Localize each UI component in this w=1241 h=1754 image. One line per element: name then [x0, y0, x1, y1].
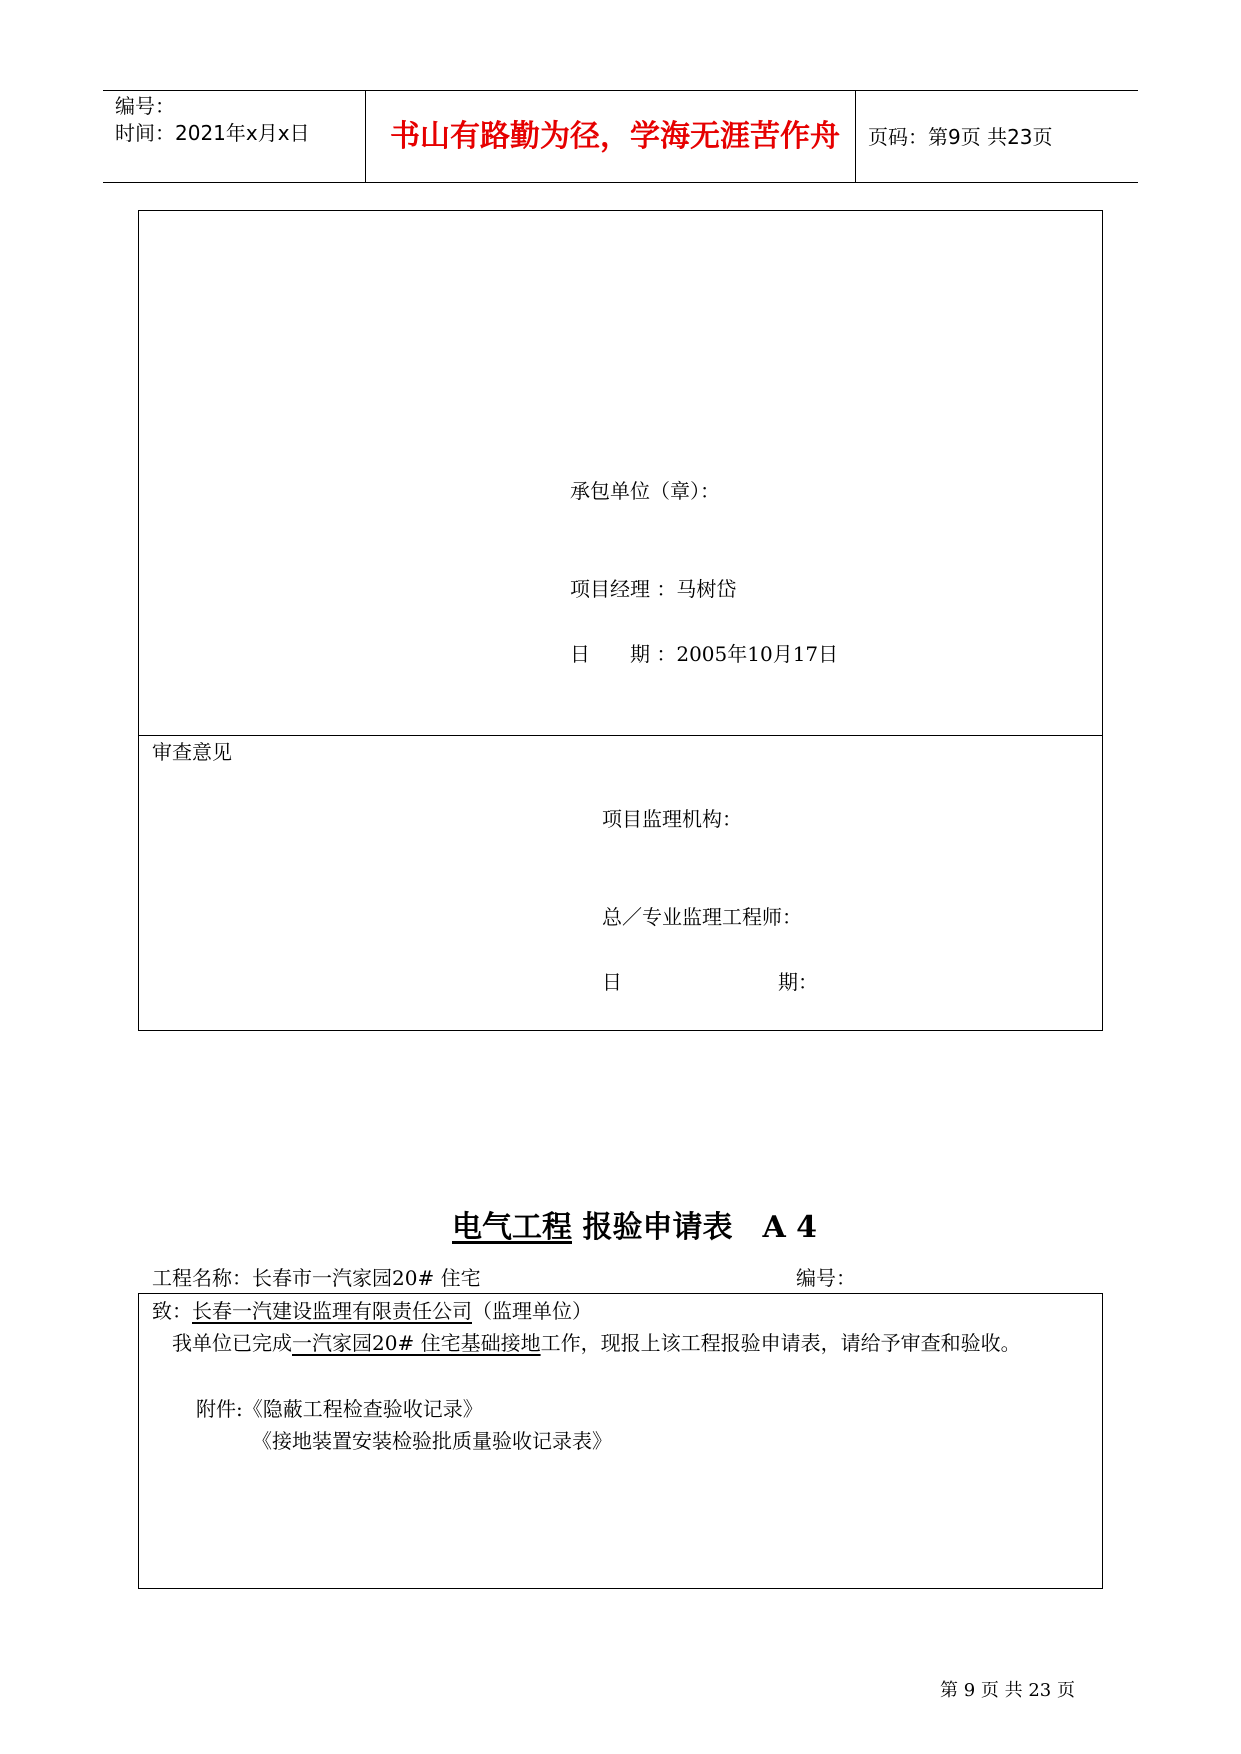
date-char-ri: 日	[602, 970, 622, 994]
date-label: 日 期 ：2005年10月17日	[570, 642, 839, 666]
contractor-label: 承包单位（章）：	[570, 479, 720, 503]
body-line	[172, 1331, 1021, 1355]
review-title: 审查意见	[152, 740, 232, 764]
form2-title	[452, 1210, 817, 1246]
form1-divider	[138, 735, 1103, 736]
body-suffix: 工作，现报上该工程报验申请表，请给予审查和验收。	[540, 1331, 1021, 1355]
motto: 书山有路勤为径，学海无涯苦作舟	[390, 119, 840, 154]
date-char-qi: 期：	[778, 970, 818, 994]
header-divider	[855, 90, 856, 183]
to-prefix: 致：	[152, 1299, 192, 1323]
attachment-1: 附件:《隐蔽工程检查验收记录》	[196, 1397, 483, 1421]
attachment-2: 《接地装置安装检验批质量验收记录表》	[252, 1429, 612, 1453]
manager-label: 项目经理 ：马树岱	[570, 577, 737, 601]
number-label: 编号：	[796, 1266, 856, 1290]
form2-title-main: 电气工程	[452, 1210, 572, 1245]
body-work: 一汽家园20# 住宅基础接地	[292, 1331, 541, 1355]
serial-label: 编号：	[115, 94, 175, 118]
supervision-org-label: 项目监理机构：	[602, 807, 742, 831]
form2-title-rest: 报验申请表 A 4	[572, 1210, 818, 1245]
page-label: 页码：第9页 共23页	[868, 125, 1053, 149]
to-suffix: （监理单位）	[472, 1299, 592, 1323]
project-name: 长春市一汽家园20# 住宅	[252, 1266, 481, 1290]
to-company: 长春一汽建设监理有限责任公司	[192, 1299, 472, 1323]
to-line	[152, 1299, 592, 1323]
header-top-rule	[103, 90, 1138, 91]
project-prefix: 工程名称：	[152, 1266, 252, 1290]
project-line	[152, 1266, 481, 1290]
page-footer: 第 9 页 共 23 页	[940, 1680, 1075, 1701]
time-label: 时间：2021年x月x日	[115, 121, 310, 145]
engineer-label: 总／专业监理工程师：	[602, 905, 802, 929]
header-divider	[365, 90, 366, 183]
header-bottom-rule	[103, 182, 1138, 183]
body-prefix: 我单位已完成	[172, 1331, 292, 1355]
